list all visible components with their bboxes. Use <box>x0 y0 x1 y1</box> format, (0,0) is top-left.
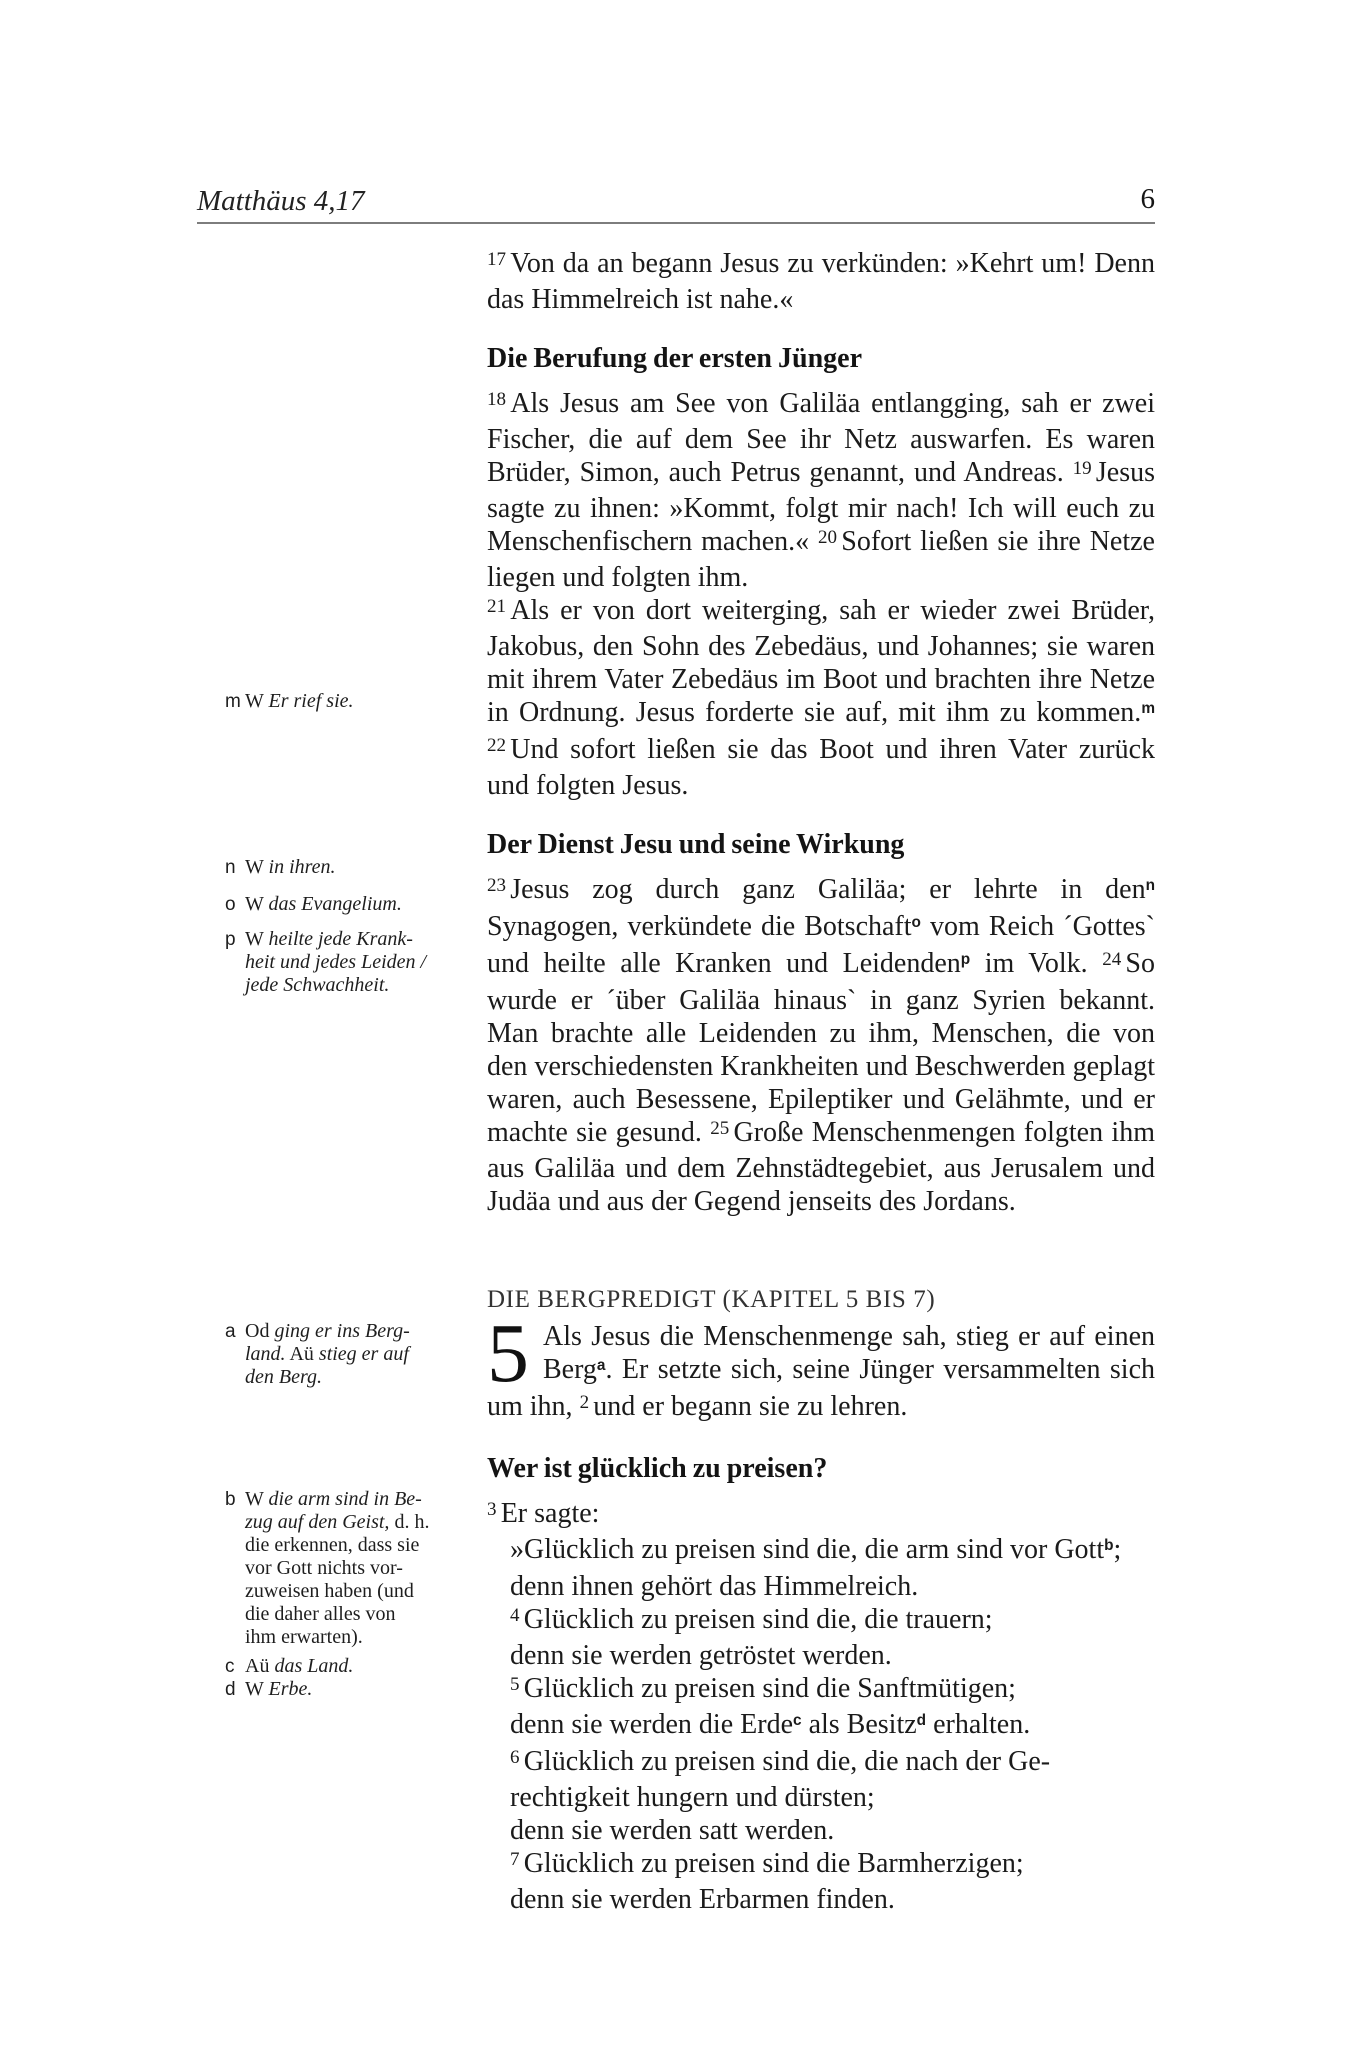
text-run: W <box>245 1678 269 1700</box>
page-number: 6 <box>1140 183 1155 215</box>
margin-note <box>225 690 354 713</box>
text-run: Aü <box>245 1655 275 1677</box>
text-run: Und sofort ließen sie das Boot und ihren Vater zurück und folgten Jesus. <box>487 734 1155 801</box>
verse-number: 2 <box>579 1391 590 1413</box>
verse-paragraph <box>487 387 1155 594</box>
verse-number: 18 <box>487 388 507 410</box>
verse-number: 6 <box>510 1746 520 1768</box>
margin-note <box>225 856 336 879</box>
text-run: Glücklich zu preisen sind die, die nach der Ge- <box>523 1746 1051 1777</box>
text-run: Synagogen, verkündete die Botschaft <box>487 911 912 942</box>
verse-number: 5 <box>510 1673 520 1695</box>
footnote-marker: a <box>596 1356 606 1374</box>
poetry-line <box>510 1639 1155 1672</box>
text-run: Als Jesus am See von Galiläa entlangging, sah er zwei Fischer, die auf dem See ihr Netz auswarfen. Es waren Brüder, Simon, auch Petrus genannt, und Andreas. <box>487 388 1155 488</box>
text-run: die daher alles von <box>245 1603 396 1625</box>
verse-number: 22 <box>487 734 507 756</box>
text-run: Als er von dort weiterging, sah er wieder zwei Brüder, Jakobus, den Sohn des Zebedäus, und Johannes; sie waren mit ihrem Vater Zebedäus im Boot und brachten ihre Netze in Ordnung. Jesus forderte sie auf, mit ihm zu kommen. <box>487 595 1155 728</box>
pericope-heading: Die Berufung der ersten Jünger <box>487 343 862 374</box>
text-run: das Evangelium. <box>268 893 402 915</box>
text-run: Erbe. <box>268 1678 313 1700</box>
footnote-marker: b <box>1104 1536 1114 1554</box>
text-run: zug auf den Geist, <box>245 1511 390 1533</box>
pericope-heading: Wer ist glücklich zu preisen? <box>487 1453 828 1484</box>
verse-paragraph <box>487 873 1155 1218</box>
verse-number: 24 <box>1102 948 1122 970</box>
text-run: und er begann sie zu lehren. <box>593 1391 908 1422</box>
text-run: Sofort ließen sie ihre Netze liegen und folgten ihm. <box>487 526 1155 593</box>
text-run: die arm sind in Be- <box>268 1488 422 1510</box>
beatitudes-poetry <box>487 1533 1155 1916</box>
footnote-marker: c <box>793 1711 802 1729</box>
text-run: rechtigkeit hungern und dürsten; <box>510 1782 875 1813</box>
text-run: Als Jesus die Menschenmenge sah, stieg er auf einen Berg <box>543 1321 1155 1385</box>
text-run: ihm erwarten). <box>245 1626 363 1648</box>
note-letter: m <box>225 691 241 712</box>
verse-number: 7 <box>510 1848 520 1870</box>
verse-number: 17 <box>487 248 507 270</box>
text-run: Glücklich zu preisen sind die, die trauern; <box>523 1604 993 1635</box>
verse-number: 21 <box>487 595 507 617</box>
note-text <box>245 893 402 916</box>
text-run: vom Reich ´Gottes` und heilte alle Kranken und Leidenden <box>487 911 1155 979</box>
text-run: das Land. <box>274 1655 354 1677</box>
text-run: die erkennen, dass sie <box>245 1534 420 1556</box>
verse-number: 19 <box>1072 457 1092 479</box>
text-run: stieg er auf <box>318 1343 409 1365</box>
verse-number: 23 <box>487 874 507 896</box>
note-letter: n <box>225 857 236 878</box>
poetry-line <box>510 1603 1155 1639</box>
note-text <box>245 1655 353 1678</box>
text-run: denn sie werden getröstet werden. <box>510 1640 892 1671</box>
verse-number: 25 <box>710 1117 730 1139</box>
text-run: denn sie werden satt werden. <box>510 1815 835 1846</box>
text-run: W <box>245 893 269 915</box>
poetry-line <box>510 1847 1155 1883</box>
margin-note <box>225 1655 353 1678</box>
text-run: Od <box>245 1320 275 1342</box>
note-letter: a <box>225 1321 236 1342</box>
note-text <box>245 1678 312 1701</box>
note-letter: c <box>225 1656 235 1677</box>
text-run: d. h. <box>389 1511 430 1533</box>
text-run: ; <box>1113 1534 1122 1565</box>
note-letter: d <box>225 1679 236 1700</box>
text-run: Aü <box>285 1343 319 1365</box>
margin-note <box>225 928 426 997</box>
poetry-line <box>510 1533 1155 1570</box>
text-run: vor Gott nichts vor- <box>245 1557 403 1579</box>
text-run: Jesus zog durch ganz Galiläa; er lehrte in den <box>510 874 1146 905</box>
text-run: erhalten. <box>926 1709 1031 1740</box>
poetry-line <box>510 1672 1155 1708</box>
text-run: . Er setzte sich, seine Jünger versammelten sich um ihn, <box>487 1354 1155 1422</box>
text-run: So wurde er ´über Galiläa hinaus` in ganz Syrien bekannt. Man brachte alle Leidenden zu ihm, Menschen, die von den verschiedensten Krankheiten und Beschwerden geplagt waren, auch Besessene, Epileptiker und Gelähmte, und er machte sie gesund. <box>487 948 1155 1148</box>
text-run: Glücklich zu preisen sind die Sanftmütigen; <box>523 1673 1016 1704</box>
text-run: den Berg. <box>245 1366 323 1388</box>
note-text <box>245 1320 410 1389</box>
poetry-line <box>510 1781 1155 1814</box>
margin-note <box>225 1678 312 1701</box>
text-run: »Glücklich zu preisen sind die, die arm sind vor Gott <box>510 1534 1105 1565</box>
text-run: W <box>245 928 269 950</box>
margin-note <box>225 893 402 916</box>
note-letter: p <box>225 929 236 950</box>
running-title: Matthäus 4,17 <box>197 185 365 217</box>
note-text <box>245 856 336 879</box>
text-run: denn sie werden die Erde <box>510 1709 793 1740</box>
note-letter: o <box>225 894 236 915</box>
division-heading: DIE BERGPREDIGT (KAPITEL 5 BIS 7) <box>487 1286 936 1313</box>
text-run: heilte jede Krank- <box>268 928 413 950</box>
text-run: ging er ins Berg- <box>274 1320 410 1342</box>
text-run: Er rief sie. <box>268 690 354 712</box>
text-run: Von da an begann Jesus zu verkünden: »Kehrt um! Denn das Himmelreich ist nahe.« <box>487 248 1155 315</box>
pericope-heading: Der Dienst Jesu und seine Wirkung <box>487 829 905 860</box>
poetry-line <box>510 1883 1155 1916</box>
text-run: Jesus sagte zu ihnen: »Kommt, folgt mir nach! Ich will euch zu Menschenfischern machen.« <box>487 457 1155 557</box>
verse-number: 4 <box>510 1604 520 1626</box>
poetry-line <box>510 1814 1155 1847</box>
main-text-column <box>487 247 1155 1916</box>
text-run: in ihren. <box>268 856 336 878</box>
text-run: im Volk. <box>970 948 1103 979</box>
margin-note <box>225 1488 429 1649</box>
text-run: heit und jedes Leiden / <box>245 951 427 973</box>
header-rule <box>197 222 1155 224</box>
text-run: W <box>245 856 269 878</box>
footnote-marker: d <box>916 1711 927 1729</box>
text-run: Er sagte: <box>500 1498 600 1529</box>
text-run: land. <box>245 1343 286 1365</box>
note-letter: b <box>225 1489 236 1510</box>
note-text <box>245 690 354 713</box>
footnote-marker: n <box>1145 876 1155 894</box>
note-text <box>245 928 426 997</box>
text-run: W <box>245 1488 269 1510</box>
poetry-line <box>510 1570 1155 1603</box>
verse-number: 20 <box>818 526 838 548</box>
text-run: denn sie werden Erbarmen finden. <box>510 1884 895 1915</box>
text-run: zuweisen haben (und <box>245 1580 414 1602</box>
text-run: Große Menschenmengen folgten ihm aus Galiläa und dem Zehnstädtegebiet, aus Jerusalem und Judäa und aus der Gegend jenseits des Jordans. <box>487 1117 1155 1217</box>
verse-paragraph <box>487 247 1155 316</box>
note-text <box>245 1488 429 1649</box>
chapter-number: 5 <box>487 1307 529 1400</box>
verse-paragraph <box>487 1497 1155 1533</box>
chapter-paragraph <box>487 1307 1155 1426</box>
verse-number: 3 <box>487 1498 497 1520</box>
text-run: Glücklich zu preisen sind die Barmherzigen; <box>523 1848 1024 1879</box>
margin-note <box>225 1320 410 1389</box>
text-run: denn ihnen gehört das Himmelreich. <box>510 1571 919 1602</box>
footnote-marker: m <box>1141 699 1155 717</box>
footnote-marker: o <box>911 913 921 931</box>
footnote-marker: p <box>960 950 971 968</box>
text-run: als Besitz <box>801 1709 917 1740</box>
poetry-line <box>510 1745 1155 1781</box>
poetry-line <box>510 1708 1155 1745</box>
text-run: W <box>245 690 269 712</box>
verse-paragraph <box>487 594 1155 802</box>
text-run: jede Schwachheit. <box>245 974 390 996</box>
